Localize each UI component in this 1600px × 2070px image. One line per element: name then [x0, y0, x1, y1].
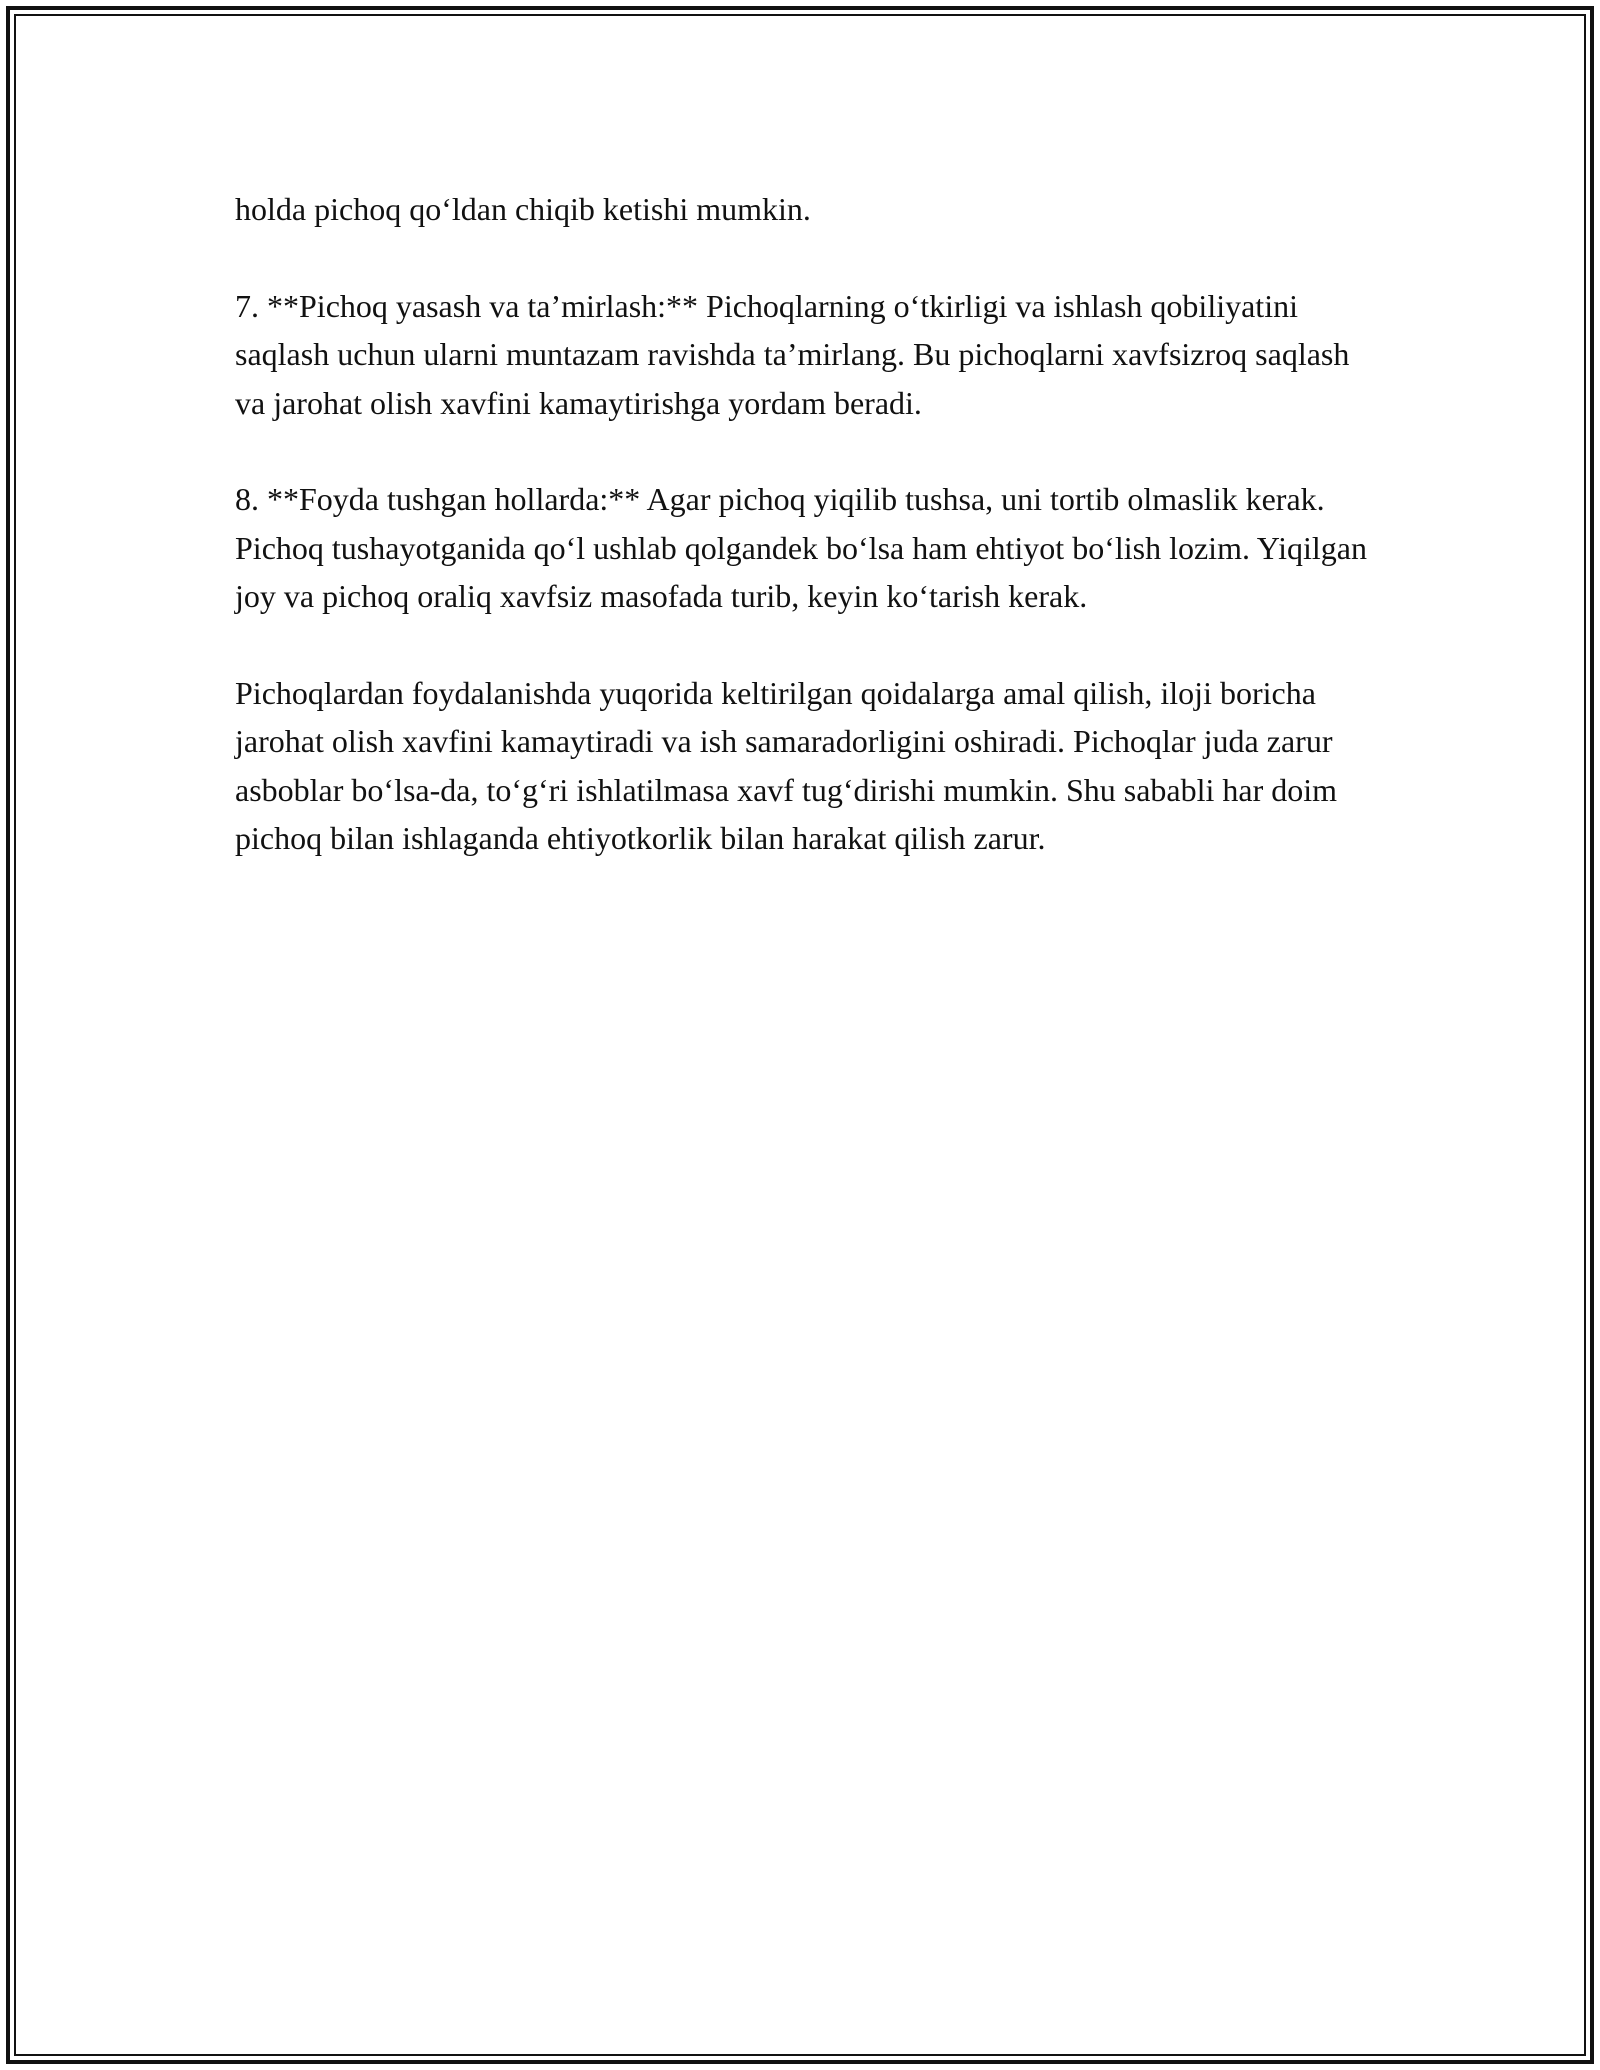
paragraph-item-7: 7. **Pichoq yasash va ta’mirlash:** Pichoqlarning o‘tkirligi va ishlash qobiliyatini saqlash uchun ularni muntazam ravishda ta’mirlang. Bu pichoqlarni xavfsizroq saqlash va jarohat olish xavfini kamaytirishga yordam beradi.: [235, 287, 1350, 421]
paragraph-conclusion: Pichoqlardan foydalanishda yuqorida keltirilgan qoidalarga amal qilish, iloji boricha jarohat olish xavfini kamaytiradi va ish samaradorligini oshiradi. Pichoqlar juda zarur asboblar bo‘lsa-da, to‘g‘ri ishlatilmasa xavf tug‘dirishi mumkin. Shu sababli har doim pichoq bilan ishlaganda ehtiyotkorlik bilan harakat qilish zarur.: [235, 674, 1338, 856]
paragraph-item-8: 8. **Foyda tushgan hollarda:** Agar pichoq yiqilib tushsa, uni tortib olmaslik kerak. Pichoq tushayotganida qo‘l ushlab qolgandek bo‘lsa ham ehtiyot bo‘lish lozim. Yiqilgan joy va pichoq oraliq xavfsiz masofada turib, keyin ko‘tarish kerak.: [235, 481, 1367, 614]
document-body: [235, 185, 1375, 911]
paragraph-continuation: holda pichoq qo‘ldan chiqib ketishi mumkin.: [235, 191, 811, 227]
